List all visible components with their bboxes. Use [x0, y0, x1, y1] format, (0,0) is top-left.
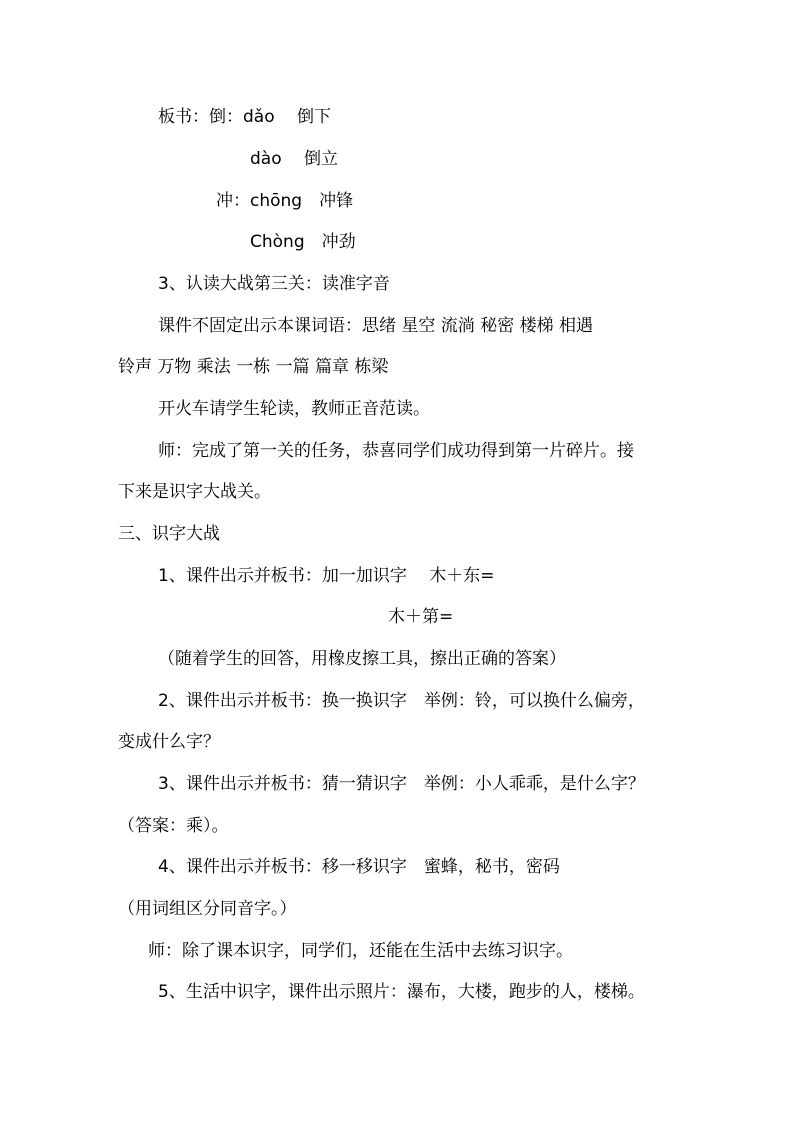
- vocab-list-line-2: 铃声 万物 乘法 一栋 一篇 篇章 栋梁: [118, 357, 389, 377]
- activity-5-line: 5、生活中识字，课件出示照片：瀑布，大楼，跑步的人，楼梯。: [158, 982, 645, 1002]
- board-writing-dao4: dào 倒立: [250, 149, 339, 169]
- activity-3-line-2: （答案：乘）。: [118, 816, 229, 836]
- activity-3-line-1: 3、课件出示并板书：猜一猜识字 举例：小人乖乖，是什么字？: [158, 774, 645, 794]
- board-writing-chong4: Chòng 冲劲: [250, 232, 356, 252]
- activity-2-line-2: 变成什么字？: [118, 732, 220, 752]
- board-writing-dao3: 板书：倒：dǎo 倒下: [158, 107, 332, 127]
- train-reading-paragraph: 开火车请学生轮读，教师正音范读。: [158, 399, 430, 419]
- step-3-heading: 3、认读大战第三关：读准字音: [158, 274, 390, 294]
- activity-4-line-1: 4、课件出示并板书：移一移识字 蜜蜂，秘书，密码: [158, 857, 560, 877]
- activity-1-line-1: 1、课件出示并板书：加一加识字 木＋东=: [158, 566, 495, 586]
- activity-2-line-1: 2、课件出示并板书：换一换识字 举例：铃，可以换什么偏旁，: [158, 691, 645, 711]
- teacher-remark-line-1: 师：完成了第一关的任务，恭喜同学们成功得到第一片碎片。接: [158, 441, 634, 461]
- teacher-remark-life: 师：除了课本识字，同学们，还能在生活中去练习识字。: [148, 941, 573, 961]
- section-3-heading: 三、识字大战: [118, 524, 220, 544]
- activity-1-note: （随着学生的回答，用橡皮擦工具，擦出正确的答案）: [158, 649, 566, 669]
- teacher-remark-line-2: 下来是识字大战关。: [118, 482, 271, 502]
- activity-1-line-2: 木＋第=: [388, 607, 454, 627]
- vocab-list-line-1: 课件不固定出示本课词语：思绪 星空 流淌 秘密 楼梯 相遇: [158, 316, 594, 336]
- board-writing-chong1: 冲：chōng 冲锋: [216, 191, 354, 211]
- activity-4-line-2: （用词组区分同音字。）: [118, 899, 297, 919]
